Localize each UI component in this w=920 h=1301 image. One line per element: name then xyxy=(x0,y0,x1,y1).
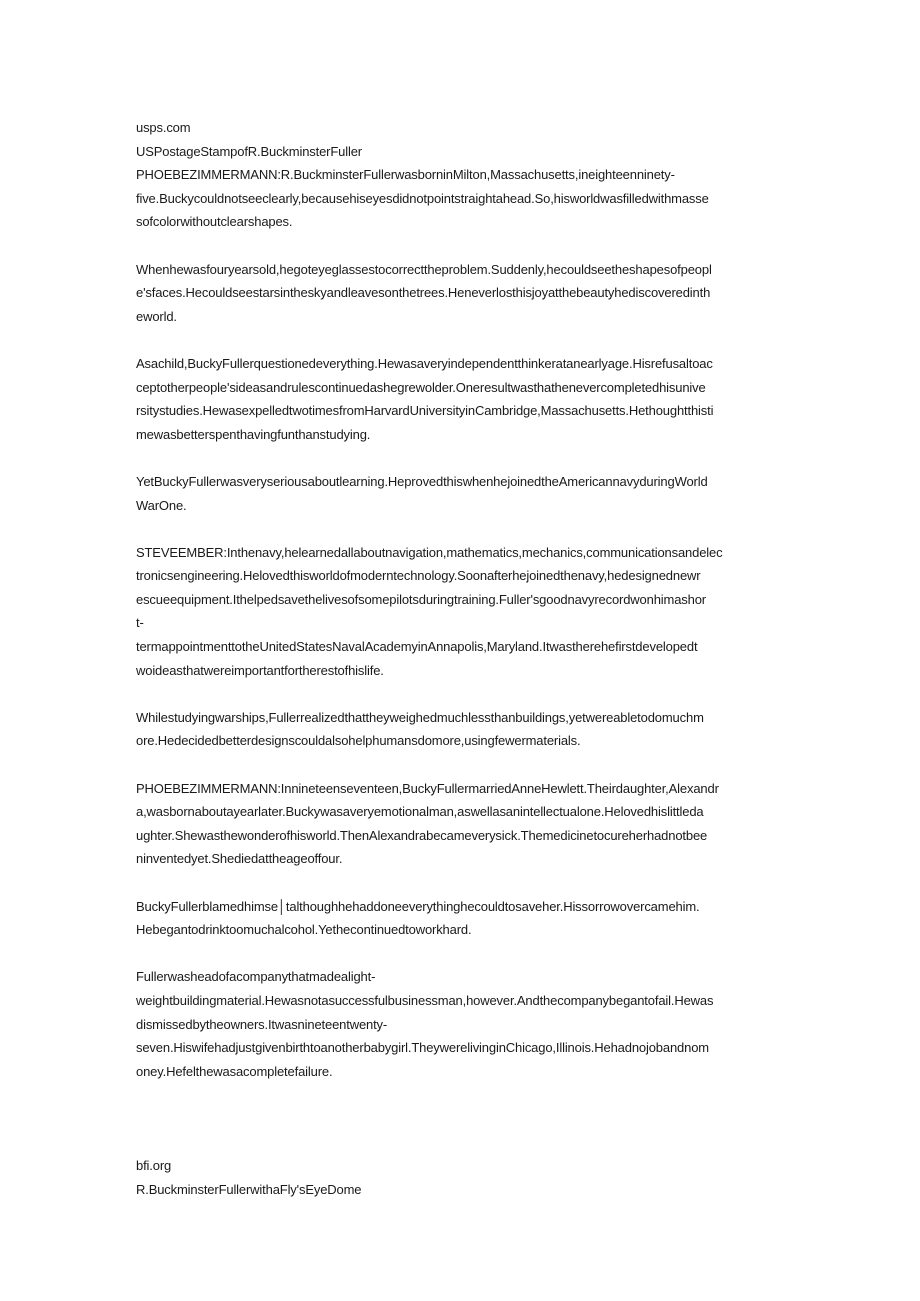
paragraph-line: PHOEBEZIMMERMANN:R.BuckminsterFullerwasborninMilton,Massachusetts,ineighteenninety- xyxy=(136,167,675,183)
paragraph xyxy=(136,965,786,1083)
paragraph-line: dismissedbytheowners.Itwasnineteentwenty- xyxy=(136,1016,388,1032)
paragraph-line: tronicsengineering.Helovedthisworldofmoderntechnology.Soonafterhejoinedthenavy,hedesignednewr xyxy=(136,568,701,584)
paragraph-line: sofcolorwithoutclearshapes. xyxy=(136,214,293,230)
paragraph-line: PHOEBEZIMMERMANN:Innineteenseventeen,BuckyFullermarriedAnneHewlett.Theirdaughter,Alexandr xyxy=(136,780,719,796)
paragraph xyxy=(136,352,786,446)
paragraph-line: weightbuildingmaterial.Hewasnotasuccessfulbusinessman,however.Andthecompanybegantofail.Hewas xyxy=(136,992,714,1008)
paragraph-line: ore.Hedecidedbetterdesignscouldalsohelphumansdomore,usingfewermaterials. xyxy=(136,733,581,749)
image-caption-text: USPostageStampofR.BuckminsterFuller xyxy=(136,143,362,159)
paragraph-line: eworld. xyxy=(136,308,177,324)
paragraph-line: BuckyFullerblamedhimse│talthoughhehaddoneeverythinghecouldtosaveher.Hissorrowovercamehim. xyxy=(136,898,700,914)
paragraph-line: STEVEEMBER:Inthenavy,helearnedallaboutnavigation,mathematics,mechanics,communicationsandelec xyxy=(136,544,723,560)
paragraph-line: rsitystudies.HewasexpelledtwotimesfromHarvardUniversityinCambridge,Massachusetts.Hethoughtthisti xyxy=(136,403,714,419)
paragraph xyxy=(136,163,786,234)
paragraph-line: five.Buckycouldnotseeclearly,becausehiseyesdidnotpointstraightahead.So,hisworldwasfilledwithmasse xyxy=(136,190,709,206)
paragraph-line: Whenhewasfouryearsold,hegoteyeglassestocorrecttheproblem.Suddenly,hecouldseetheshapesofpeopl xyxy=(136,261,712,277)
paragraph-line: Hebegantodrinktoomuchalcohol.Yethecontinuedtoworkhard. xyxy=(136,922,472,938)
paragraph-line: ninventedyet.Shediedattheageoffour. xyxy=(136,851,343,867)
paragraph-line: seven.Hiswifehadjustgivenbirthtoanotherbabygirl.TheywerelivinginChicago,Illinois.Hehadnojobandnom xyxy=(136,1040,709,1056)
paragraph-line: t- xyxy=(136,615,144,631)
paragraph xyxy=(136,470,786,517)
paragraph-line: oney.Hefelthewasacompletefailure. xyxy=(136,1063,333,1079)
paragraph-line: mewasbetterspenthavingfunthanstudying. xyxy=(136,426,371,442)
paragraph xyxy=(136,541,786,683)
paragraph-line: ceptotherpeople'sideasandrulescontinuedashegrewolder.Oneresultwasthathenevercompletedhisunive xyxy=(136,379,706,395)
paragraph-line: WarOne. xyxy=(136,497,187,513)
paragraph xyxy=(136,777,786,871)
paragraph-line: YetBuckyFullerwasveryseriousaboutlearning.HeprovedthiswhenhejoinedtheAmericannavyduringWorld xyxy=(136,473,708,489)
paragraph-line: escueequipment.Ithelpedsavethelivesofsomepilotsduringtraining.Fuller'sgoodnavyrecordwonhimashor xyxy=(136,591,706,607)
paragraph-line: Whilestudyingwarships,Fullerrealizedthattheyweighedmuchlessthanbuildings,yetwereabletodomuchm xyxy=(136,709,704,725)
paragraph-line: ughter.Shewasthewonderofhisworld.ThenAlexandrabecameverysick.Themedicinetocureherhadnotbee xyxy=(136,827,708,843)
image-source-text: usps.com xyxy=(136,120,191,135)
document-page xyxy=(136,116,786,1201)
image-caption-text: R.BuckminsterFullerwithaFly'sEyeDome xyxy=(136,1181,362,1197)
paragraph-line: Asachild,BuckyFullerquestionedeverything.Hewasaveryindependentthinkeratanearlyage.Hisrefusaltoac xyxy=(136,355,713,371)
paragraph xyxy=(136,895,786,942)
article-body xyxy=(136,163,786,1083)
image-source-text: bfi.org xyxy=(136,1157,172,1173)
paragraph-line: Fullerwasheadofacompanythatmadealight- xyxy=(136,969,376,985)
paragraph xyxy=(136,706,786,753)
paragraph-line: e'sfaces.Hecouldseestarsintheskyandleavesonthetrees.Heneverlosthisjoyatthebeautyhediscoveredinth xyxy=(136,285,711,301)
footer-image-caption xyxy=(136,1154,786,1201)
paragraph xyxy=(136,258,786,329)
header-image-caption xyxy=(136,116,786,163)
paragraph-line: woideasthatwereimportantfortherestofhislife. xyxy=(136,662,384,678)
paragraph-line: termappointmenttotheUnitedStatesNavalAcademyinAnnapolis,Maryland.Itwastherehefirstdevelopedt xyxy=(136,639,698,655)
paragraph-line: a,wasbornaboutayearlater.Buckywasaveryemotionalman,aswellasanintellectualone.Helovedhislittleda xyxy=(136,804,704,820)
